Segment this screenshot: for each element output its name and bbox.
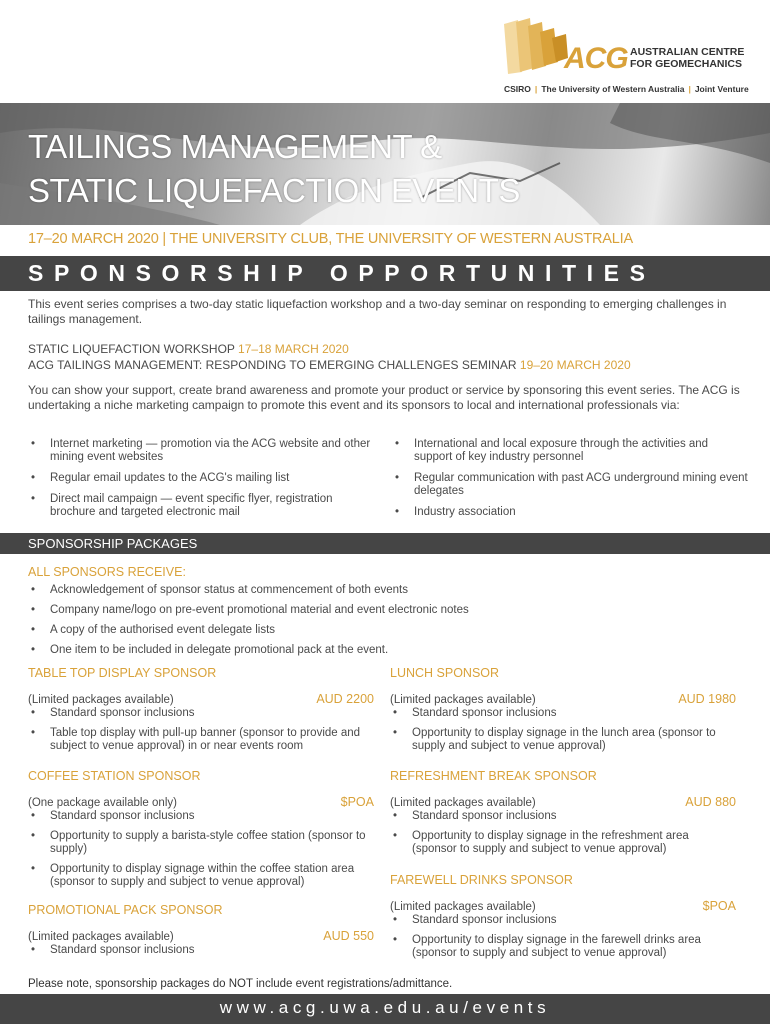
event-title-line2: STATIC LIQUEFACTION EVENTS bbox=[28, 172, 520, 209]
list-item: • Opportunity to display signage in the lunch area (sponsor to supply and subject to venue approval) bbox=[390, 727, 736, 753]
package-title: REFRESHMENT BREAK SPONSOR bbox=[390, 769, 597, 783]
package-farewell bbox=[390, 873, 736, 960]
package-availability: (Limited packages available) bbox=[390, 901, 536, 913]
list-item: • Opportunity to display signage within the coffee station area (sponsor to supply and subject to venue approval) bbox=[28, 863, 374, 889]
package-lunch bbox=[390, 666, 736, 753]
list-item: • Industry association bbox=[392, 506, 748, 519]
list-item: • Acknowledgement of sponsor status at commencement of both events bbox=[28, 584, 748, 597]
list-item: • Table top display with pull-up banner (sponsor to provide and subject to venue approval) in or near events room bbox=[28, 727, 374, 753]
list-item: • Standard sponsor inclusions bbox=[28, 707, 374, 720]
package-promo bbox=[28, 903, 374, 957]
channels-list-left bbox=[28, 438, 378, 519]
package-availability: (Limited packages available) bbox=[390, 797, 536, 809]
package-price: $POA bbox=[702, 899, 736, 913]
packages-heading: SPONSORSHIP PACKAGES bbox=[28, 536, 198, 551]
list-item: • Standard sponsor inclusions bbox=[28, 810, 374, 823]
acg-logo-name bbox=[630, 46, 744, 70]
list-item: • International and local exposure through the activities and support of key industry personnel bbox=[392, 438, 748, 464]
partner-line bbox=[504, 84, 749, 94]
package-title: PROMOTIONAL PACK SPONSOR bbox=[28, 903, 223, 917]
banner-photo bbox=[0, 103, 770, 225]
event-title bbox=[28, 125, 520, 213]
package-price: AUD 550 bbox=[323, 929, 374, 943]
package-coffee bbox=[28, 769, 374, 889]
list-item: • Opportunity to supply a barista-style coffee station (sponsor to supply) bbox=[28, 830, 374, 856]
package-title: COFFEE STATION SPONSOR bbox=[28, 769, 201, 783]
list-item: • Standard sponsor inclusions bbox=[390, 810, 736, 823]
event-dateline: 17–20 MARCH 2020 | THE UNIVERSITY CLUB, THE UNIVERSITY OF WESTERN AUSTRALIA bbox=[28, 231, 633, 247]
partner-separator: | bbox=[534, 84, 538, 94]
package-price: AUD 1980 bbox=[678, 692, 736, 706]
list-item: • A copy of the authorised event delegate lists bbox=[28, 624, 748, 637]
acg-logo bbox=[500, 18, 750, 98]
package-refreshment bbox=[390, 769, 736, 856]
list-item: • Standard sponsor inclusions bbox=[28, 944, 374, 957]
list-item: • One item to be included in delegate promotional pack at the event. bbox=[28, 644, 748, 657]
package-availability: (Limited packages available) bbox=[390, 694, 536, 706]
list-item: • Regular email updates to the ACG's mailing list bbox=[28, 472, 378, 485]
acg-name-line1: AUSTRALIAN CENTRE bbox=[630, 46, 745, 58]
package-tabletop bbox=[28, 666, 374, 753]
workshop-label: STATIC LIQUEFACTION WORKSHOP bbox=[28, 342, 235, 356]
package-title: FAREWELL DRINKS SPONSOR bbox=[390, 873, 573, 887]
partner-separator: | bbox=[688, 84, 691, 94]
footer-url-link[interactable]: www.acg.uwa.edu.au/events bbox=[219, 998, 551, 1017]
package-price: $POA bbox=[340, 795, 374, 809]
sponsorship-heading: SPONSORSHIP OPPORTUNITIES bbox=[28, 260, 656, 286]
all-sponsors-title: ALL SPONSORS RECEIVE: bbox=[28, 565, 186, 579]
seminar-label: ACG TAILINGS MANAGEMENT: RESPONDING TO EMERGING CHALLENGES SEMINAR bbox=[28, 358, 517, 372]
partner-joint-venture: Joint Venture bbox=[694, 84, 749, 94]
event-title-line1: TAILINGS MANAGEMENT & bbox=[28, 128, 442, 165]
seminar-dates: 19–20 MARCH 2020 bbox=[519, 358, 631, 372]
all-sponsors-list bbox=[28, 584, 748, 657]
package-availability: (Limited packages available) bbox=[28, 694, 174, 706]
acg-logo-bars-icon bbox=[500, 18, 570, 74]
intro-text: This event series comprises a two-day static liquefaction workshop and a two-day seminar on responding to emerging challenges in tailings management. bbox=[28, 297, 727, 326]
sponsorship-heading-bar bbox=[0, 256, 770, 291]
package-price: AUD 2200 bbox=[316, 692, 374, 706]
acg-logo-mark: ACG bbox=[564, 42, 628, 75]
workshop-line bbox=[28, 342, 748, 357]
package-availability: (Limited packages available) bbox=[28, 931, 174, 943]
partner-csiro: CSIRO bbox=[504, 84, 531, 94]
seminar-line bbox=[28, 358, 748, 373]
package-availability: (One package available only) bbox=[28, 797, 177, 809]
list-item: • Regular communication with past ACG underground mining event delegates bbox=[392, 472, 748, 498]
channels-list-right bbox=[392, 438, 748, 519]
list-item: • Standard sponsor inclusions bbox=[390, 707, 736, 720]
list-item: • Company name/logo on pre-event promotional material and event electronic notes bbox=[28, 604, 748, 617]
package-title: LUNCH SPONSOR bbox=[390, 666, 500, 680]
list-item: • Internet marketing — promotion via the ACG website and other mining event websites bbox=[28, 438, 378, 464]
acg-name-line2: FOR GEOMECHANICS bbox=[630, 58, 743, 70]
package-title: TABLE TOP DISPLAY SPONSOR bbox=[28, 666, 217, 680]
list-item: • Standard sponsor inclusions bbox=[390, 914, 736, 927]
partner-uwa: The University of Western Australia bbox=[541, 84, 685, 94]
workshop-dates: 17–18 MARCH 2020 bbox=[238, 342, 349, 356]
support-text: You can show your support, create brand awareness and promote your product or service by sponsoring this event series. The ACG is undertaking a niche marketing campaign to promote this event and its sponsors to local and international professionals via: bbox=[28, 383, 740, 412]
list-item: • Opportunity to display signage in the refreshment area (sponsor to supply and subject to venue approval) bbox=[390, 830, 736, 856]
list-item: • Opportunity to display signage in the farewell drinks area (sponsor to supply and subject to venue approval) bbox=[390, 934, 736, 960]
list-item: • Direct mail campaign — event specific flyer, registration brochure and targeted electronic mail bbox=[28, 493, 378, 519]
package-price: AUD 880 bbox=[685, 795, 736, 809]
packages-heading-bar bbox=[0, 533, 770, 554]
registration-note: Please note, sponsorship packages do NOT include event registrations/admittance. bbox=[28, 978, 453, 990]
footer-bar bbox=[0, 994, 770, 1024]
